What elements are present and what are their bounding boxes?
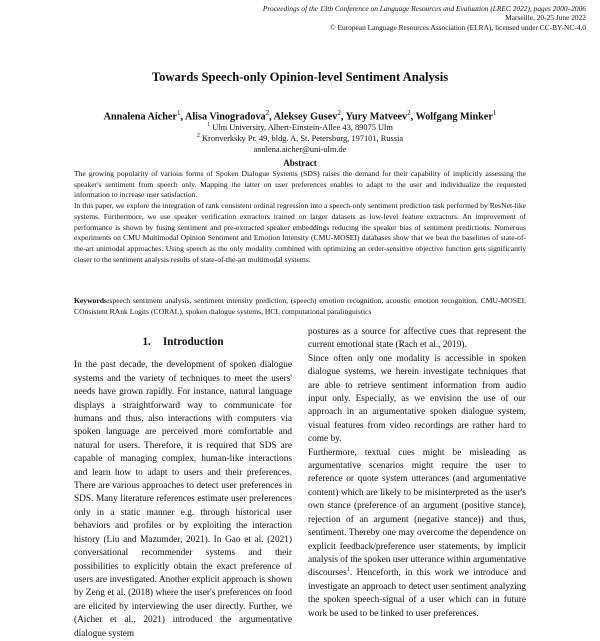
venue-line-proceedings: Proceedings of the 13th Conference on Language Resources and Evaluation (LREC 2022), pages 2000–2006 (262, 4, 586, 13)
venue-line-license: © European Language Resources Association (ELRA), licensed under CC-BY-NC-4.0 (329, 22, 586, 32)
venue-line-location: Marseille, 20-25 June 2022 (505, 13, 586, 23)
author-name: Yury Matveev (345, 111, 408, 123)
author-name: Alisa Vinogradova (184, 111, 266, 123)
intro-paragraph (308, 447, 526, 621)
author-name: Aleksey Gusev (273, 111, 338, 123)
author-name: Wolfgang Minker (415, 111, 493, 123)
author-affil-mark: 2 (407, 109, 411, 117)
author-affil-mark: 2 (265, 109, 270, 117)
affiliation-mark: 1 (207, 122, 211, 128)
affiliation-2 (0, 133, 600, 143)
affiliation-mark: 2 (196, 133, 200, 139)
intro-paragraph: postures as a source for affective cues that represent the current emotional state (Rach et al., 2019). (308, 327, 526, 351)
author-affil-mark: 1 (492, 109, 497, 117)
intro-paragraph-text: . Henceforth, in this work we introduce and investigate an approach to detect user sentiment analyzing the spoken speech-signal of a user which can in future work be used to be linked to user preferences. (308, 568, 526, 619)
author-list: Annalena Aicher$^1$, Alisa Vinogradova$^2$, Aleksey Gusev$^2$, Yury Matveev$^2$, Wolfgang Minker$^1$ (103, 109, 497, 123)
abstract-heading: Abstract (283, 158, 317, 168)
keywords (74, 296, 526, 317)
keywords-text: speech sentiment analysis, sentiment intensity prediction, (speech) emotion recognition, acoustic emotion recognition, CMU-MOSEI, COnsistent RAnk Logits (CORAL), spoken dialogue systems, HCI, computational paralinguistics (74, 296, 526, 316)
intro-paragraph: Since often only one modality is accessible in spoken dialogue systems, we herein investigate techniques that are able to retrieve sentiment information from audio input only. Especially, as we envision the use of our approach in an argumentative spoken dialogue system, visual features from video recordings are rather hard to come by. (308, 353, 526, 445)
footnote-marker[interactable]: 1 (346, 566, 350, 574)
affiliation-text: Kronverksky Pr. 49, bldg. A, St. Petersburg, 197101, Russia (202, 133, 404, 143)
author-name: Annalena Aicher (103, 111, 177, 123)
left-column (74, 336, 292, 641)
venue-header (226, 4, 586, 32)
abstract-paragraph: In this paper, we explore the integration of rank consistent ordinal regression into a speech-only sentiment prediction task performed by ResNet-like systems. Furthermore, we use speaker verification extractors trained on larger datasets as low-level feature extractors. An improvement of performance is shown by fusing sentiment and pre-extracted speaker embeddings reducing the speaker bias of sentiment predictions. Numerous experiments on CMU Multimodal Opinion Sentiment and Emotion Intensity (CMU-MOSEI) databases show that we beat the baselines of state-of-the-art unimodal approaches. Using speech as the only modality combined with optimizing an order-sensitive objective function gets significantly closer to the sentiment analysis results of state-of-the-art multimodal systems. (74, 201, 526, 264)
author-affil-mark: 1 (176, 109, 181, 117)
affiliation-1 (0, 122, 600, 132)
affiliation-text: Ulm University, Albert-Einstein-Allee 43, 89075 Ulm (212, 122, 393, 132)
section-title: Introduction (162, 336, 224, 348)
intro-paragraph-text: Furthermore, textual cues might be misleading as argumentative scenarios might require the user to reference or quote system utterances (and argumentative content) which are likely to be misinterpreted as the user's own stance (preference of an argument (positive stance), rejection of an argument (negative stance)) and thus, sentiment. Thereby one may overcome the dependence on explicit feedback/preference user statements, by implicit analysis of the spoken user utterance within argumentative discourses (308, 447, 526, 579)
section-heading-introduction (74, 336, 292, 349)
section-number: 1. (142, 336, 151, 348)
intro-paragraph: In the past decade, the development of spoken dialogue systems and the variety of techniques to meet the users' needs have grown rapidly. For instance, natural language displays a straightforward way to communicate for humans and thus, also interactions with computers via spoken language are perceived more comfortable and natural for users. Therefore, it is required that SDS are capable of managing complex, human-like interactions and learn how to adapt to users and their preferences. There are various approaches to detect user preferences in SDS. Many literature references estimate user preferences only in a static manner e.g. through historical user behaviors and profiles or by exploiting the interaction history (Liu and Mazumder, 2021). In Gao et al. (2021) conversational recommender systems and their possibilities to explicitly obtain the exact preference of users are investigated. Another explicit approach is shown by Zeng et al. (2018) where the user's preferences on food are elicited by interviewing the user directly. Further, we (Aicher et al., 2021) introduced the argumentative dialogue system (74, 360, 292, 639)
author-email: annlena.aicher@uni-ulm.de (253, 145, 347, 154)
author-affil-mark: 2 (337, 109, 341, 117)
abstract-body (74, 169, 526, 265)
paper-title: Towards Speech-only Opinion-level Sentiment Analysis (151, 70, 449, 84)
abstract-paragraph: The growing popularity of various forms of Spoken Dialogue Systems (SDS) raises the demand for their capability of implicitly assessing the speaker's sentiment from speech only. Mapping the latter on user preferences enables to adapt to the user and individualize the requested information to increase user satisfaction. (74, 169, 526, 200)
right-column (308, 326, 526, 621)
keywords-label: Keywords: (74, 296, 110, 305)
